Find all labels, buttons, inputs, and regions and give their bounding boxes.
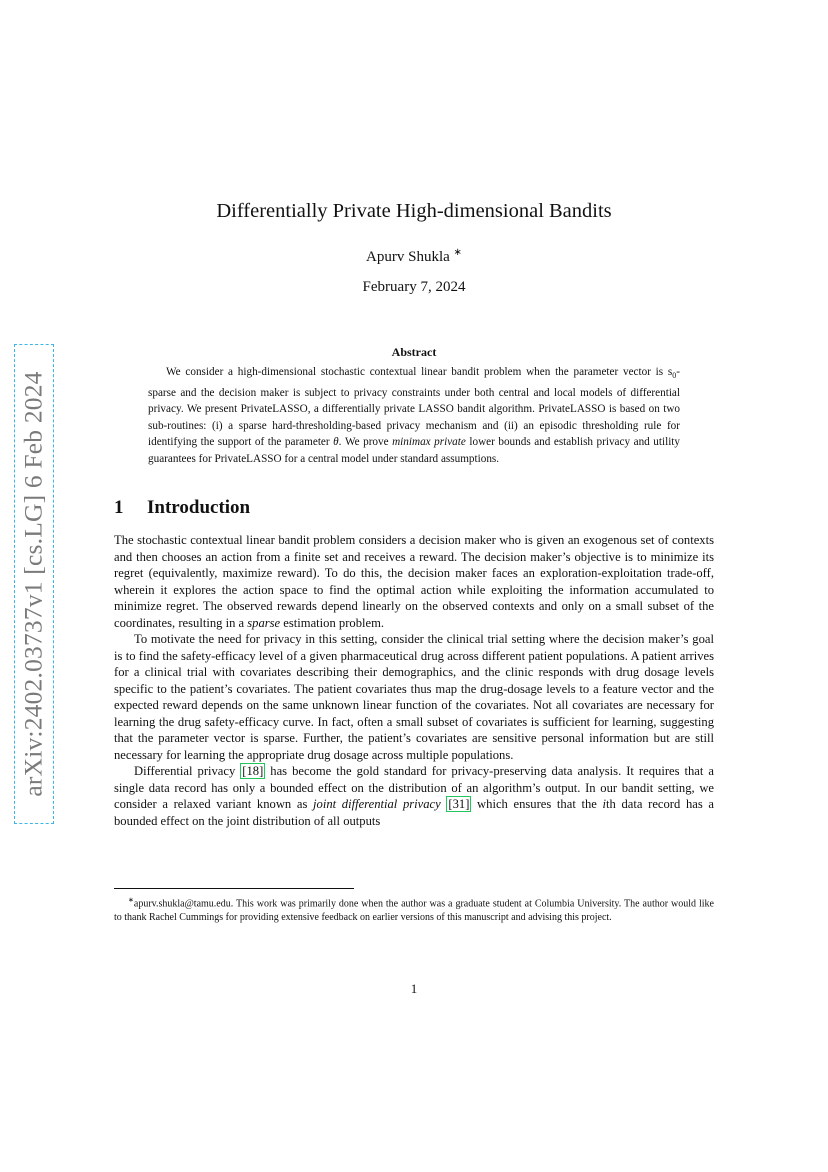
arxiv-side-stamp (14, 344, 54, 824)
arxiv-identifier: arXiv:2402.03737v1 [cs.LG] 6 Feb 2024 (19, 371, 49, 797)
abstract-heading: Abstract (391, 345, 437, 359)
paragraph-3: Differential privacy [18] has become the gold standard for privacy-preserving data analysis. It requires that a single data record has only a bounded effect on the distribution of an algorithm’s output. In our bandit setting, we consider a relaxed variant known as joint differential privacy [31] which ensures that the ith data record has a bounded effect on the joint distribution of all outputs (114, 764, 714, 828)
paper-date: February 7, 2024 (362, 279, 466, 295)
abstract-text: We consider a high-dimensional stochastic contextual linear bandit problem when the parameter vector is $s_0$-sparse and the decision maker is subject to privacy constraints under both central and local models of differential privacy. We present PrivateLASSO, a differentially private LASSO bandit algorithm. PrivateLASSO is based on two sub-routines: (i) a sparse hard-thresholding-based privacy mechanism and (ii) an episodic thresholding rule for identifying the support of the parameter θ. We prove minimax private lower bounds and establish privacy and utility guarantees for PrivateLASSO for a central model under standard assumptions. (148, 366, 680, 465)
citation-link-31[interactable]: [31] (448, 797, 470, 811)
section-heading (114, 497, 250, 519)
author-name: Apurv Shukla (366, 249, 450, 265)
author-footnote-mark[interactable]: ∗ (453, 247, 462, 258)
section-number: 1 (114, 497, 124, 518)
section-title: Introduction (147, 497, 251, 518)
paragraph-2: To motivate the need for privacy in this setting, consider the clinical trial setting where the decision maker’s goal is to find the safety-efficacy level of a given pharmaceutical drug across different patient populations. A patient arrives for a clinical trial with covariates describing their demographics, and the clinic responds with drug dosage levels specific to the patient’s covariates. The patient covariates thus map the drug-dosage levels to a feature vector and the expected reward depends on the same unknown linear function of the covariates. Not all covariates are necessary for learning the drug safety-efficacy curve. In fact, often a small subset of covariates is sufficient for learning, suggesting that the parameter vector is sparse. Further, the patient’s covariates are sensitive personal information but are still necessary for learning the appropriate drug dosage across multiple populations. (114, 632, 714, 762)
paper-title: Differentially Private High-dimensional Bandits (216, 200, 612, 222)
page-number: 1 (410, 981, 418, 996)
author-line (0, 247, 828, 266)
footnote: ∗apurv.shukla@tamu.edu. This work was primarily done when the author was a graduate student at Columbia University. The author would like to thank Rachel Cummings for providing extensive feedback on earlier versions of this manuscript and advising this project. (114, 896, 714, 923)
citation-link-18[interactable]: [18] (242, 764, 264, 778)
footnote-rule (114, 888, 354, 889)
body-text (114, 532, 714, 829)
paragraph-1: The stochastic contextual linear bandit problem considers a decision maker who is given an exogenous set of contexts and then chooses an action from a finite set and receives a reward. The decision maker’s objective is to minimize its regret (equivalently, maximize reward). To do this, the decision maker faces an exploration-exploitation trade-off, wherein it explores the action space to find the optimal action while exploiting the information accumulated to minimize regret. The observed rewards depend linearly on the observed contexts and only on a small subset of the coordinates, resulting in a sparse estimation problem. (114, 533, 714, 630)
